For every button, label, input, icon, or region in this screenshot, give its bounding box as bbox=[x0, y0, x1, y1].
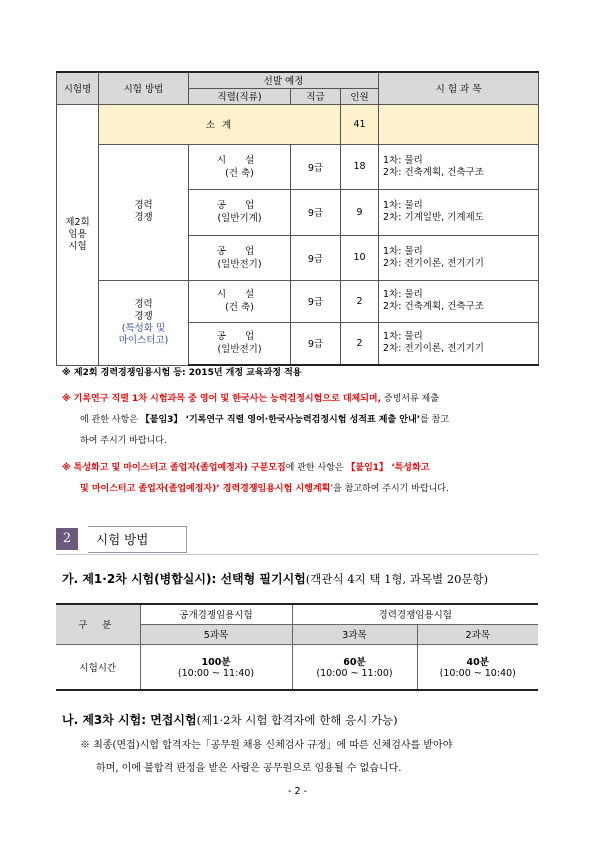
grade-cell: 9급 bbox=[291, 144, 341, 189]
position-cell: 공 업 (일반전기) bbox=[189, 235, 291, 280]
position-cell: 시 설 (건 축) bbox=[189, 280, 291, 322]
subtotal-empty bbox=[379, 104, 539, 144]
exam-time-table bbox=[56, 603, 538, 691]
heading-written-exam: 가. 제1·2차 시험(병합실시): 선택형 필기시험(객관식 4지 택 1형, 과목별 20문항) bbox=[62, 572, 489, 586]
header-grade: 직급 bbox=[291, 88, 341, 104]
subtotal-label: 소 계 bbox=[99, 104, 341, 144]
method-career-specialized: 경력 경쟁 (특성화 및 마이스터고) bbox=[99, 280, 189, 365]
table-row bbox=[57, 280, 539, 322]
note-specialized: ※ 특성화고 및 마이스터고 졸업자(졸업예정자) 구분모집에 관한 사항은 【붙임1】 ‘특성화고 및 마이스터고 졸업자(졸업예정자)’ 경력경쟁임용시험 시행계획’을 참고하여 주시기 바랍니다. bbox=[62, 463, 449, 494]
subtotal-count: 41 bbox=[341, 104, 379, 144]
heading-interview: 나. 제3차 시험: 면접시험(제1·2차 시험 합격자에 한해 응시 가능) bbox=[62, 713, 398, 727]
header-subjects: 시 험 과 목 bbox=[379, 72, 539, 104]
count-cell: 10 bbox=[341, 235, 379, 280]
grade-cell: 9급 bbox=[291, 322, 341, 365]
time-cell: 40분 (10:00 ~ 10:40) bbox=[417, 644, 538, 690]
count-cell: 2 bbox=[341, 322, 379, 365]
note-curriculum: ※ 제2회 경력경쟁임용시험 등: 2015년 개정 교육과정 적용 bbox=[62, 368, 302, 378]
method-career: 경력 경쟁 bbox=[99, 144, 189, 280]
grade-cell: 9급 bbox=[291, 280, 341, 322]
header-count: 인원 bbox=[341, 88, 379, 104]
open-subjects: 5과목 bbox=[140, 624, 292, 644]
subjects-cell: 1차: 물리 2차: 기계일반, 기계제도 bbox=[379, 189, 539, 235]
section-title: 시험 방법 bbox=[88, 526, 187, 553]
career-subjects-2: 2과목 bbox=[417, 624, 538, 644]
time-cell: 100분 (10:00 ~ 11:40) bbox=[140, 644, 292, 690]
career-header: 경력경쟁임용시험 bbox=[292, 604, 538, 624]
position-cell: 공 업 (일반전기) bbox=[189, 322, 291, 365]
table-row bbox=[57, 144, 539, 189]
subjects-cell: 1차: 물리 2차: 건축계획, 건축구조 bbox=[379, 144, 539, 189]
time-cell: 60분 (10:00 ~ 11:00) bbox=[292, 644, 417, 690]
selection-table bbox=[56, 71, 539, 366]
grade-cell: 9급 bbox=[291, 235, 341, 280]
open-header: 공개경쟁임용시험 bbox=[140, 604, 292, 624]
position-cell: 공 업 (일반기계) bbox=[189, 189, 291, 235]
gubun-header: 구 분 bbox=[56, 604, 140, 644]
subjects-cell: 1차: 물리 2차: 전기이론, 전기기기 bbox=[379, 322, 539, 365]
round-label: 제2회 임용 시험 bbox=[57, 104, 99, 365]
note-physical-exam: ※ 최종(면접)시험 합격자는「공무원 채용 신체검사 규정」에 따른 신체검사를 받아야 하며, 이에 불합격 판정을 받은 사람은 공무원으로 임용될 수 없습니다. bbox=[80, 740, 453, 774]
table-row bbox=[56, 644, 538, 690]
count-cell: 18 bbox=[341, 144, 379, 189]
grade-cell: 9급 bbox=[291, 189, 341, 235]
subjects-cell: 1차: 물리 2차: 건축계획, 건축구조 bbox=[379, 280, 539, 322]
position-cell: 시 설 (건 축) bbox=[189, 144, 291, 189]
row-label: 시험시간 bbox=[56, 644, 140, 690]
section-divider bbox=[56, 554, 538, 555]
career-subjects-3: 3과목 bbox=[292, 624, 417, 644]
page-number: - 2 - bbox=[288, 786, 307, 797]
note-records: ※ 기록연구 직렬 1차 시험과목 중 영어 및 한국사는 능력검정시험으로 대체되며, 증빙서류 제출 에 관한 사항은 【붙임3】 ‘기록연구 직렬 영어·한국사능력검정시험 성적표 제출 안내’를 참고 하여 주시기 바랍니다. bbox=[62, 394, 450, 446]
header-method: 시험 방법 bbox=[99, 72, 189, 104]
header-planned: 선발 예정 bbox=[189, 72, 379, 88]
count-cell: 9 bbox=[341, 189, 379, 235]
header-position: 직렬(직류) bbox=[189, 88, 291, 104]
subjects-cell: 1차: 물리 2차: 전기이론, 전기기기 bbox=[379, 235, 539, 280]
count-cell: 2 bbox=[341, 280, 379, 322]
section-number: 2 bbox=[56, 528, 78, 550]
header-exam-name: 시험명 bbox=[57, 72, 99, 104]
